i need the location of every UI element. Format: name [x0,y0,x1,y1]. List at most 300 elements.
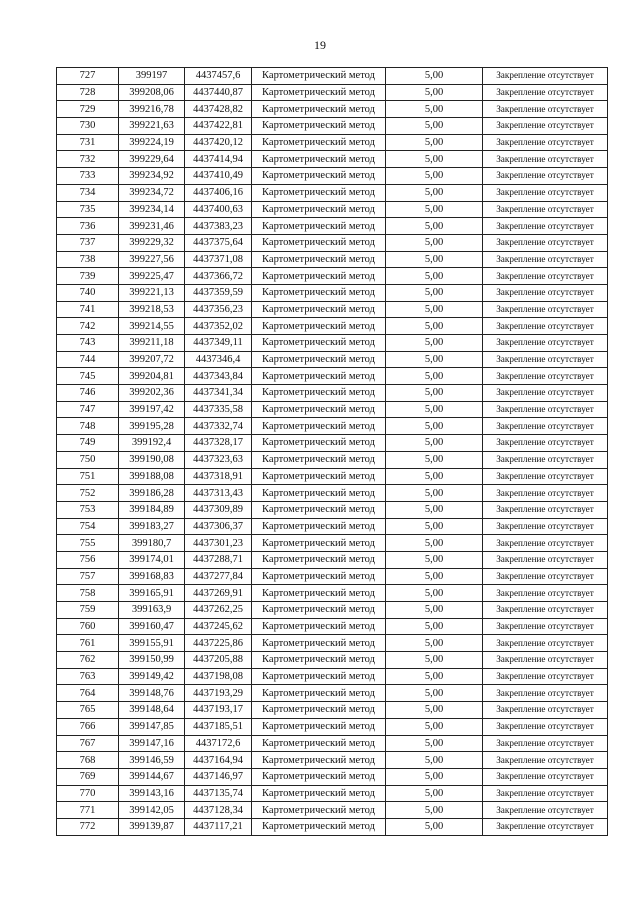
fixation-note-cell: Закрепление отсутствует [483,151,608,168]
fixation-note-cell: Закрепление отсутствует [483,685,608,702]
y-coordinate-cell: 4437328,17 [185,435,252,452]
y-coordinate-cell: 4437146,97 [185,768,252,785]
accuracy-cell: 5,00 [386,551,483,568]
method-cell: Картометрический метод [252,702,386,719]
y-coordinate-cell: 4437400,63 [185,201,252,218]
table-row [57,184,608,201]
point-number-cell: 755 [57,535,119,552]
accuracy-cell: 5,00 [386,251,483,268]
table-row [57,168,608,185]
method-cell: Картометрический метод [252,785,386,802]
fixation-note-cell: Закрепление отсутствует [483,485,608,502]
fixation-note-cell: Закрепление отсутствует [483,702,608,719]
method-cell: Картометрический метод [252,602,386,619]
method-cell: Картометрический метод [252,685,386,702]
table-row [57,768,608,785]
accuracy-cell: 5,00 [386,702,483,719]
x-coordinate-cell: 399197 [119,68,185,85]
point-number-cell: 762 [57,652,119,669]
point-number-cell: 771 [57,802,119,819]
accuracy-cell: 5,00 [386,184,483,201]
fixation-note-cell: Закрепление отсутствует [483,134,608,151]
accuracy-cell: 5,00 [386,602,483,619]
y-coordinate-cell: 4437193,29 [185,685,252,702]
y-coordinate-cell: 4437269,91 [185,585,252,602]
table-row [57,351,608,368]
x-coordinate-cell: 399204,81 [119,368,185,385]
table-row [57,151,608,168]
point-number-cell: 727 [57,68,119,85]
table-row [57,368,608,385]
accuracy-cell: 5,00 [386,635,483,652]
table-row [57,118,608,135]
accuracy-cell: 5,00 [386,68,483,85]
y-coordinate-cell: 4437288,71 [185,551,252,568]
x-coordinate-cell: 399216,78 [119,101,185,118]
x-coordinate-cell: 399150,99 [119,652,185,669]
fixation-note-cell: Закрепление отсутствует [483,401,608,418]
fixation-note-cell: Закрепление отсутствует [483,184,608,201]
point-number-cell: 746 [57,385,119,402]
accuracy-cell: 5,00 [386,718,483,735]
method-cell: Картометрический метод [252,134,386,151]
table-row [57,435,608,452]
point-number-cell: 767 [57,735,119,752]
x-coordinate-cell: 399180,7 [119,535,185,552]
method-cell: Картометрический метод [252,335,386,352]
y-coordinate-cell: 4437193,17 [185,702,252,719]
y-coordinate-cell: 4437172,6 [185,735,252,752]
table-row [57,251,608,268]
y-coordinate-cell: 4437277,84 [185,568,252,585]
point-number-cell: 738 [57,251,119,268]
x-coordinate-cell: 399163,9 [119,602,185,619]
accuracy-cell: 5,00 [386,802,483,819]
accuracy-cell: 5,00 [386,168,483,185]
accuracy-cell: 5,00 [386,418,483,435]
y-coordinate-cell: 4437414,94 [185,151,252,168]
point-number-cell: 769 [57,768,119,785]
fixation-note-cell: Закрепление отсутствует [483,68,608,85]
point-number-cell: 770 [57,785,119,802]
method-cell: Картометрический метод [252,84,386,101]
fixation-note-cell: Закрепление отсутствует [483,735,608,752]
x-coordinate-cell: 399224,19 [119,134,185,151]
table-row [57,785,608,802]
accuracy-cell: 5,00 [386,368,483,385]
accuracy-cell: 5,00 [386,518,483,535]
x-coordinate-cell: 399229,64 [119,151,185,168]
table-body [57,68,608,836]
method-cell: Картометрический метод [252,234,386,251]
accuracy-cell: 5,00 [386,535,483,552]
table-row [57,318,608,335]
point-number-cell: 766 [57,718,119,735]
point-number-cell: 737 [57,234,119,251]
accuracy-cell: 5,00 [386,234,483,251]
y-coordinate-cell: 4437313,43 [185,485,252,502]
point-number-cell: 740 [57,284,119,301]
fixation-note-cell: Закрепление отсутствует [483,101,608,118]
method-cell: Картометрический метод [252,618,386,635]
x-coordinate-cell: 399139,87 [119,818,185,835]
accuracy-cell: 5,00 [386,335,483,352]
method-cell: Картометрический метод [252,68,386,85]
method-cell: Картометрический метод [252,301,386,318]
table-row [57,284,608,301]
fixation-note-cell: Закрепление отсутствует [483,268,608,285]
x-coordinate-cell: 399186,28 [119,485,185,502]
point-number-cell: 764 [57,685,119,702]
x-coordinate-cell: 399211,18 [119,335,185,352]
point-number-cell: 765 [57,702,119,719]
method-cell: Картометрический метод [252,718,386,735]
point-number-cell: 760 [57,618,119,635]
fixation-note-cell: Закрепление отсутствует [483,118,608,135]
method-cell: Картометрический метод [252,318,386,335]
fixation-note-cell: Закрепление отсутствует [483,768,608,785]
x-coordinate-cell: 399147,85 [119,718,185,735]
x-coordinate-cell: 399207,72 [119,351,185,368]
point-number-cell: 758 [57,585,119,602]
table-row [57,468,608,485]
x-coordinate-cell: 399234,92 [119,168,185,185]
table-row [57,752,608,769]
y-coordinate-cell: 4437306,37 [185,518,252,535]
method-cell: Картометрический метод [252,768,386,785]
x-coordinate-cell: 399234,72 [119,184,185,201]
method-cell: Картометрический метод [252,435,386,452]
y-coordinate-cell: 4437245,62 [185,618,252,635]
table-row [57,818,608,835]
accuracy-cell: 5,00 [386,785,483,802]
accuracy-cell: 5,00 [386,134,483,151]
fixation-note-cell: Закрепление отсутствует [483,435,608,452]
fixation-note-cell: Закрепление отсутствует [483,84,608,101]
x-coordinate-cell: 399160,47 [119,618,185,635]
x-coordinate-cell: 399168,83 [119,568,185,585]
y-coordinate-cell: 4437366,72 [185,268,252,285]
fixation-note-cell: Закрепление отсутствует [483,652,608,669]
table-row [57,602,608,619]
table-row [57,268,608,285]
y-coordinate-cell: 4437335,58 [185,401,252,418]
fixation-note-cell: Закрепление отсутствует [483,818,608,835]
table-row [57,201,608,218]
x-coordinate-cell: 399148,76 [119,685,185,702]
y-coordinate-cell: 4437422,81 [185,118,252,135]
accuracy-cell: 5,00 [386,385,483,402]
point-number-cell: 763 [57,668,119,685]
y-coordinate-cell: 4437332,74 [185,418,252,435]
accuracy-cell: 5,00 [386,752,483,769]
y-coordinate-cell: 4437262,25 [185,602,252,619]
method-cell: Картометрический метод [252,485,386,502]
y-coordinate-cell: 4437198,08 [185,668,252,685]
method-cell: Картометрический метод [252,652,386,669]
method-cell: Картометрический метод [252,752,386,769]
accuracy-cell: 5,00 [386,101,483,118]
accuracy-cell: 5,00 [386,435,483,452]
method-cell: Картометрический метод [252,268,386,285]
point-number-cell: 754 [57,518,119,535]
fixation-note-cell: Закрепление отсутствует [483,451,608,468]
accuracy-cell: 5,00 [386,301,483,318]
x-coordinate-cell: 399142,05 [119,802,185,819]
fixation-note-cell: Закрепление отсутствует [483,368,608,385]
fixation-note-cell: Закрепление отсутствует [483,168,608,185]
x-coordinate-cell: 399221,13 [119,284,185,301]
table-row [57,585,608,602]
coordinates-table [56,67,608,836]
table-row [57,301,608,318]
table-row [57,101,608,118]
method-cell: Картометрический метод [252,802,386,819]
fixation-note-cell: Закрепление отсутствует [483,518,608,535]
y-coordinate-cell: 4437406,16 [185,184,252,201]
point-number-cell: 761 [57,635,119,652]
table-row [57,635,608,652]
x-coordinate-cell: 399174,01 [119,551,185,568]
accuracy-cell: 5,00 [386,652,483,669]
method-cell: Картометрический метод [252,468,386,485]
method-cell: Картометрический метод [252,151,386,168]
accuracy-cell: 5,00 [386,468,483,485]
accuracy-cell: 5,00 [386,485,483,502]
fixation-note-cell: Закрепление отсутствует [483,201,608,218]
method-cell: Картометрический метод [252,735,386,752]
fixation-note-cell: Закрепление отсутствует [483,668,608,685]
method-cell: Картометрический метод [252,518,386,535]
method-cell: Картометрический метод [252,401,386,418]
point-number-cell: 750 [57,451,119,468]
accuracy-cell: 5,00 [386,501,483,518]
accuracy-cell: 5,00 [386,401,483,418]
fixation-note-cell: Закрепление отсутствует [483,318,608,335]
y-coordinate-cell: 4437346,4 [185,351,252,368]
x-coordinate-cell: 399155,91 [119,635,185,652]
x-coordinate-cell: 399183,27 [119,518,185,535]
y-coordinate-cell: 4437375,64 [185,234,252,251]
point-number-cell: 753 [57,501,119,518]
point-number-cell: 772 [57,818,119,835]
fixation-note-cell: Закрепление отсутствует [483,218,608,235]
fixation-note-cell: Закрепление отсутствует [483,301,608,318]
table-row [57,401,608,418]
table-row [57,218,608,235]
fixation-note-cell: Закрепление отсутствует [483,568,608,585]
fixation-note-cell: Закрепление отсутствует [483,335,608,352]
table-row [57,535,608,552]
method-cell: Картометрический метод [252,218,386,235]
point-number-cell: 736 [57,218,119,235]
table-row [57,702,608,719]
x-coordinate-cell: 399148,64 [119,702,185,719]
table-row [57,551,608,568]
accuracy-cell: 5,00 [386,84,483,101]
point-number-cell: 744 [57,351,119,368]
point-number-cell: 742 [57,318,119,335]
method-cell: Картометрический метод [252,668,386,685]
accuracy-cell: 5,00 [386,451,483,468]
x-coordinate-cell: 399227,56 [119,251,185,268]
method-cell: Картометрический метод [252,551,386,568]
method-cell: Картометрический метод [252,201,386,218]
table-row [57,335,608,352]
fixation-note-cell: Закрепление отсутствует [483,785,608,802]
y-coordinate-cell: 4437359,59 [185,284,252,301]
fixation-note-cell: Закрепление отсутствует [483,501,608,518]
x-coordinate-cell: 399234,14 [119,201,185,218]
accuracy-cell: 5,00 [386,118,483,135]
fixation-note-cell: Закрепление отсутствует [483,718,608,735]
point-number-cell: 728 [57,84,119,101]
accuracy-cell: 5,00 [386,268,483,285]
x-coordinate-cell: 399143,16 [119,785,185,802]
x-coordinate-cell: 399184,89 [119,501,185,518]
x-coordinate-cell: 399144,67 [119,768,185,785]
method-cell: Картометрический метод [252,501,386,518]
point-number-cell: 747 [57,401,119,418]
y-coordinate-cell: 4437318,91 [185,468,252,485]
fixation-note-cell: Закрепление отсутствует [483,468,608,485]
x-coordinate-cell: 399165,91 [119,585,185,602]
y-coordinate-cell: 4437301,23 [185,535,252,552]
point-number-cell: 745 [57,368,119,385]
y-coordinate-cell: 4437457,6 [185,68,252,85]
y-coordinate-cell: 4437164,94 [185,752,252,769]
table-row [57,485,608,502]
y-coordinate-cell: 4437352,02 [185,318,252,335]
point-number-cell: 757 [57,568,119,585]
y-coordinate-cell: 4437309,89 [185,501,252,518]
y-coordinate-cell: 4437428,82 [185,101,252,118]
y-coordinate-cell: 4437205,88 [185,652,252,669]
x-coordinate-cell: 399225,47 [119,268,185,285]
x-coordinate-cell: 399147,16 [119,735,185,752]
y-coordinate-cell: 4437323,63 [185,451,252,468]
table-row [57,84,608,101]
method-cell: Картометрический метод [252,251,386,268]
accuracy-cell: 5,00 [386,351,483,368]
y-coordinate-cell: 4437341,34 [185,385,252,402]
accuracy-cell: 5,00 [386,201,483,218]
table-row [57,385,608,402]
point-number-cell: 759 [57,602,119,619]
table-row [57,418,608,435]
method-cell: Картометрический метод [252,101,386,118]
fixation-note-cell: Закрепление отсутствует [483,551,608,568]
accuracy-cell: 5,00 [386,818,483,835]
x-coordinate-cell: 399149,42 [119,668,185,685]
table-row [57,451,608,468]
method-cell: Картометрический метод [252,818,386,835]
fixation-note-cell: Закрепление отсутствует [483,385,608,402]
fixation-note-cell: Закрепление отсутствует [483,251,608,268]
point-number-cell: 729 [57,101,119,118]
fixation-note-cell: Закрепление отсутствует [483,284,608,301]
table-row [57,735,608,752]
fixation-note-cell: Закрепление отсутствует [483,618,608,635]
x-coordinate-cell: 399188,08 [119,468,185,485]
fixation-note-cell: Закрепление отсутствует [483,635,608,652]
point-number-cell: 732 [57,151,119,168]
accuracy-cell: 5,00 [386,218,483,235]
fixation-note-cell: Закрепление отсутствует [483,802,608,819]
method-cell: Картометрический метод [252,168,386,185]
y-coordinate-cell: 4437117,21 [185,818,252,835]
point-number-cell: 735 [57,201,119,218]
x-coordinate-cell: 399229,32 [119,234,185,251]
y-coordinate-cell: 4437225,86 [185,635,252,652]
point-number-cell: 733 [57,168,119,185]
accuracy-cell: 5,00 [386,568,483,585]
y-coordinate-cell: 4437410,49 [185,168,252,185]
method-cell: Картометрический метод [252,368,386,385]
table-row [57,501,608,518]
x-coordinate-cell: 399221,63 [119,118,185,135]
accuracy-cell: 5,00 [386,685,483,702]
fixation-note-cell: Закрепление отсутствует [483,602,608,619]
point-number-cell: 739 [57,268,119,285]
method-cell: Картометрический метод [252,535,386,552]
x-coordinate-cell: 399146,59 [119,752,185,769]
table-row [57,518,608,535]
accuracy-cell: 5,00 [386,318,483,335]
fixation-note-cell: Закрепление отсутствует [483,535,608,552]
y-coordinate-cell: 4437356,23 [185,301,252,318]
table-row [57,718,608,735]
point-number-cell: 752 [57,485,119,502]
method-cell: Картометрический метод [252,385,386,402]
point-number-cell: 749 [57,435,119,452]
x-coordinate-cell: 399231,46 [119,218,185,235]
point-number-cell: 741 [57,301,119,318]
method-cell: Картометрический метод [252,451,386,468]
y-coordinate-cell: 4437420,12 [185,134,252,151]
y-coordinate-cell: 4437371,08 [185,251,252,268]
point-number-cell: 734 [57,184,119,201]
accuracy-cell: 5,00 [386,284,483,301]
accuracy-cell: 5,00 [386,151,483,168]
y-coordinate-cell: 4437343,84 [185,368,252,385]
point-number-cell: 756 [57,551,119,568]
point-number-cell: 751 [57,468,119,485]
table-row [57,134,608,151]
y-coordinate-cell: 4437128,34 [185,802,252,819]
accuracy-cell: 5,00 [386,668,483,685]
table-row [57,234,608,251]
table-row [57,652,608,669]
accuracy-cell: 5,00 [386,735,483,752]
table-row [57,68,608,85]
y-coordinate-cell: 4437383,23 [185,218,252,235]
y-coordinate-cell: 4437185,51 [185,718,252,735]
method-cell: Картометрический метод [252,418,386,435]
method-cell: Картометрический метод [252,284,386,301]
point-number-cell: 743 [57,335,119,352]
table-row [57,685,608,702]
x-coordinate-cell: 399192,4 [119,435,185,452]
method-cell: Картометрический метод [252,118,386,135]
method-cell: Картометрический метод [252,351,386,368]
x-coordinate-cell: 399208,06 [119,84,185,101]
accuracy-cell: 5,00 [386,585,483,602]
fixation-note-cell: Закрепление отсутствует [483,234,608,251]
method-cell: Картометрический метод [252,635,386,652]
method-cell: Картометрический метод [252,585,386,602]
fixation-note-cell: Закрепление отсутствует [483,351,608,368]
